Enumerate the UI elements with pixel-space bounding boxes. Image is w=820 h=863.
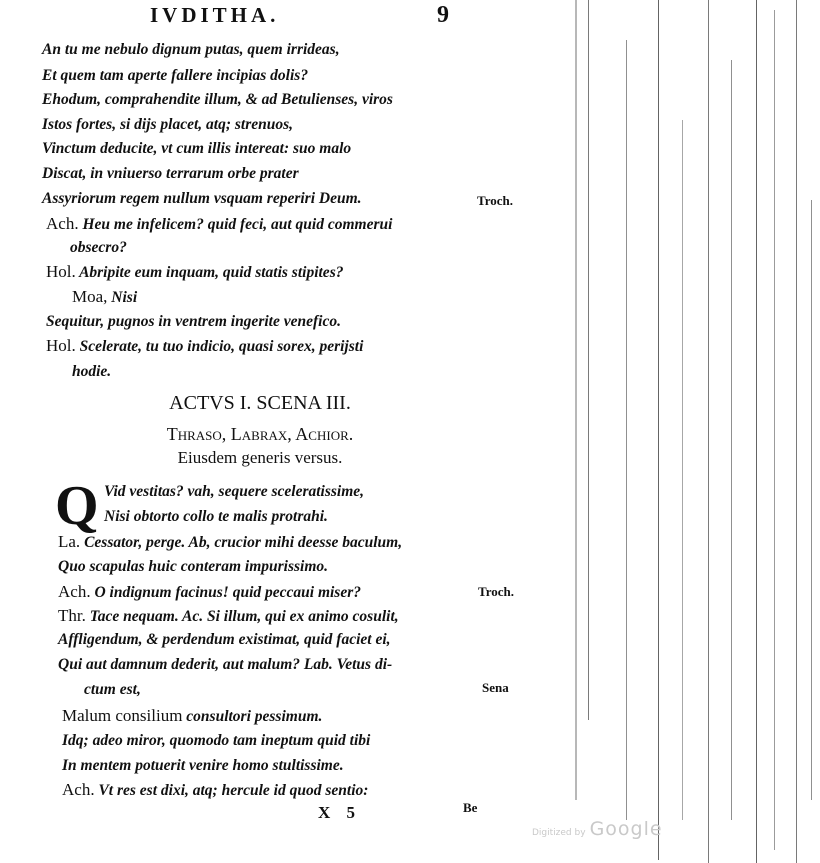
speaker-label: Ach. [62,780,95,799]
speaker-label: Ach. [58,582,91,601]
verse-line: Istos fortes, si dijs placet, atq; strenuos, [42,116,294,133]
verse-line: ctum est, [84,681,141,698]
verse-line: Assyriorum regem nullum vsquam reperiri Deum. [42,190,362,207]
verse-line: Discat, in vniuerso terrarum orbe prater [42,165,299,182]
verse-line: obsecro? [70,239,127,256]
verse-line: Nisi obtorto collo te malis protrahi. [104,508,328,525]
speaker-label: Malum consilium [62,706,183,725]
margin-note: Troch. [478,584,514,599]
speaker-label: Hol. [46,262,76,281]
verse-line: Moa, Nisi [72,287,138,306]
verse-line: Thr. Tace nequam. Ac. Si illum, qui ex animo cosulit, [58,606,399,625]
verse-line: Malum consilium consultori pessimum. [62,706,323,725]
verse-line: Affligendum, & perdendum existimat, quid faciet ei, [58,631,391,648]
speaker-label: La. [58,532,81,551]
signature-mark: X 5 [318,803,362,822]
verse-line: Et quem tam aperte fallere incipias dolis? [42,67,309,84]
verse-line: La. Cessator, perge. Ab, crucior mihi deesse baculum, [58,532,403,551]
speaker-label: Hol. [46,336,76,355]
scene-verse-type: Eiusdem generis versus. [177,448,343,467]
watermark-brand: Google [589,818,663,840]
verse-line: Sequitur, pugnos in ventrem ingerite venefico. [46,313,341,330]
verse-line: Hol. Abripite eum inquam, quid statis stipites? [46,262,344,281]
running-header: IVDITHA. [150,3,280,27]
verse-line: Qui aut damnum dederit, aut malum? Lab. Vetus di- [58,656,393,673]
verse-line: hodie. [72,363,112,380]
verse-line: Vid vestitas? vah, sequere sceleratissime, [104,483,365,500]
speaker-label: Thr. [58,606,86,625]
scene-persons: Thraso, Labrax, Achior. [166,424,354,444]
scene-heading: ACTVS I. SCENA III. [169,392,351,414]
verse-line: Quo scapulas huic conteram impurissimo. [58,558,329,575]
verse-line: Ach. Vt res est dixi, atq; hercule id quod sentio: [62,780,369,799]
verse-line: Ehodum, comprahendite illum, & ad Betulienses, viros [42,91,393,108]
verse-line: An tu me nebulo dignum putas, quem irrideas, [42,41,340,58]
catchword: Be [463,800,478,815]
watermark-prefix: Digitized by [532,828,586,838]
speaker-label: Moa, [72,287,108,306]
verse-line: Ach. O indignum facinus! quid peccaui miser? [58,582,362,601]
page-number: 9 [437,2,449,28]
drop-capital: Q [55,475,99,537]
digitization-watermark [532,818,663,840]
margin-note: Troch. [477,193,513,208]
verse-line: Vinctum deducite, vt cum illis intereat: suo malo [42,140,352,157]
verse-line: In mentem potuerit venire homo stultissime. [62,757,344,774]
verse-line: Ach. Heu me infelicem? quid feci, aut quid commerui [46,214,393,233]
margin-note: Sena [482,680,509,695]
verse-line: Idq; adeo miror, quomodo tam ineptum quid tibi [62,732,371,749]
binding-gutter [560,0,820,863]
verse-line: Hol. Scelerate, tu tuo indicio, quasi sorex, perijsti [46,336,364,355]
speaker-label: Ach. [46,214,79,233]
